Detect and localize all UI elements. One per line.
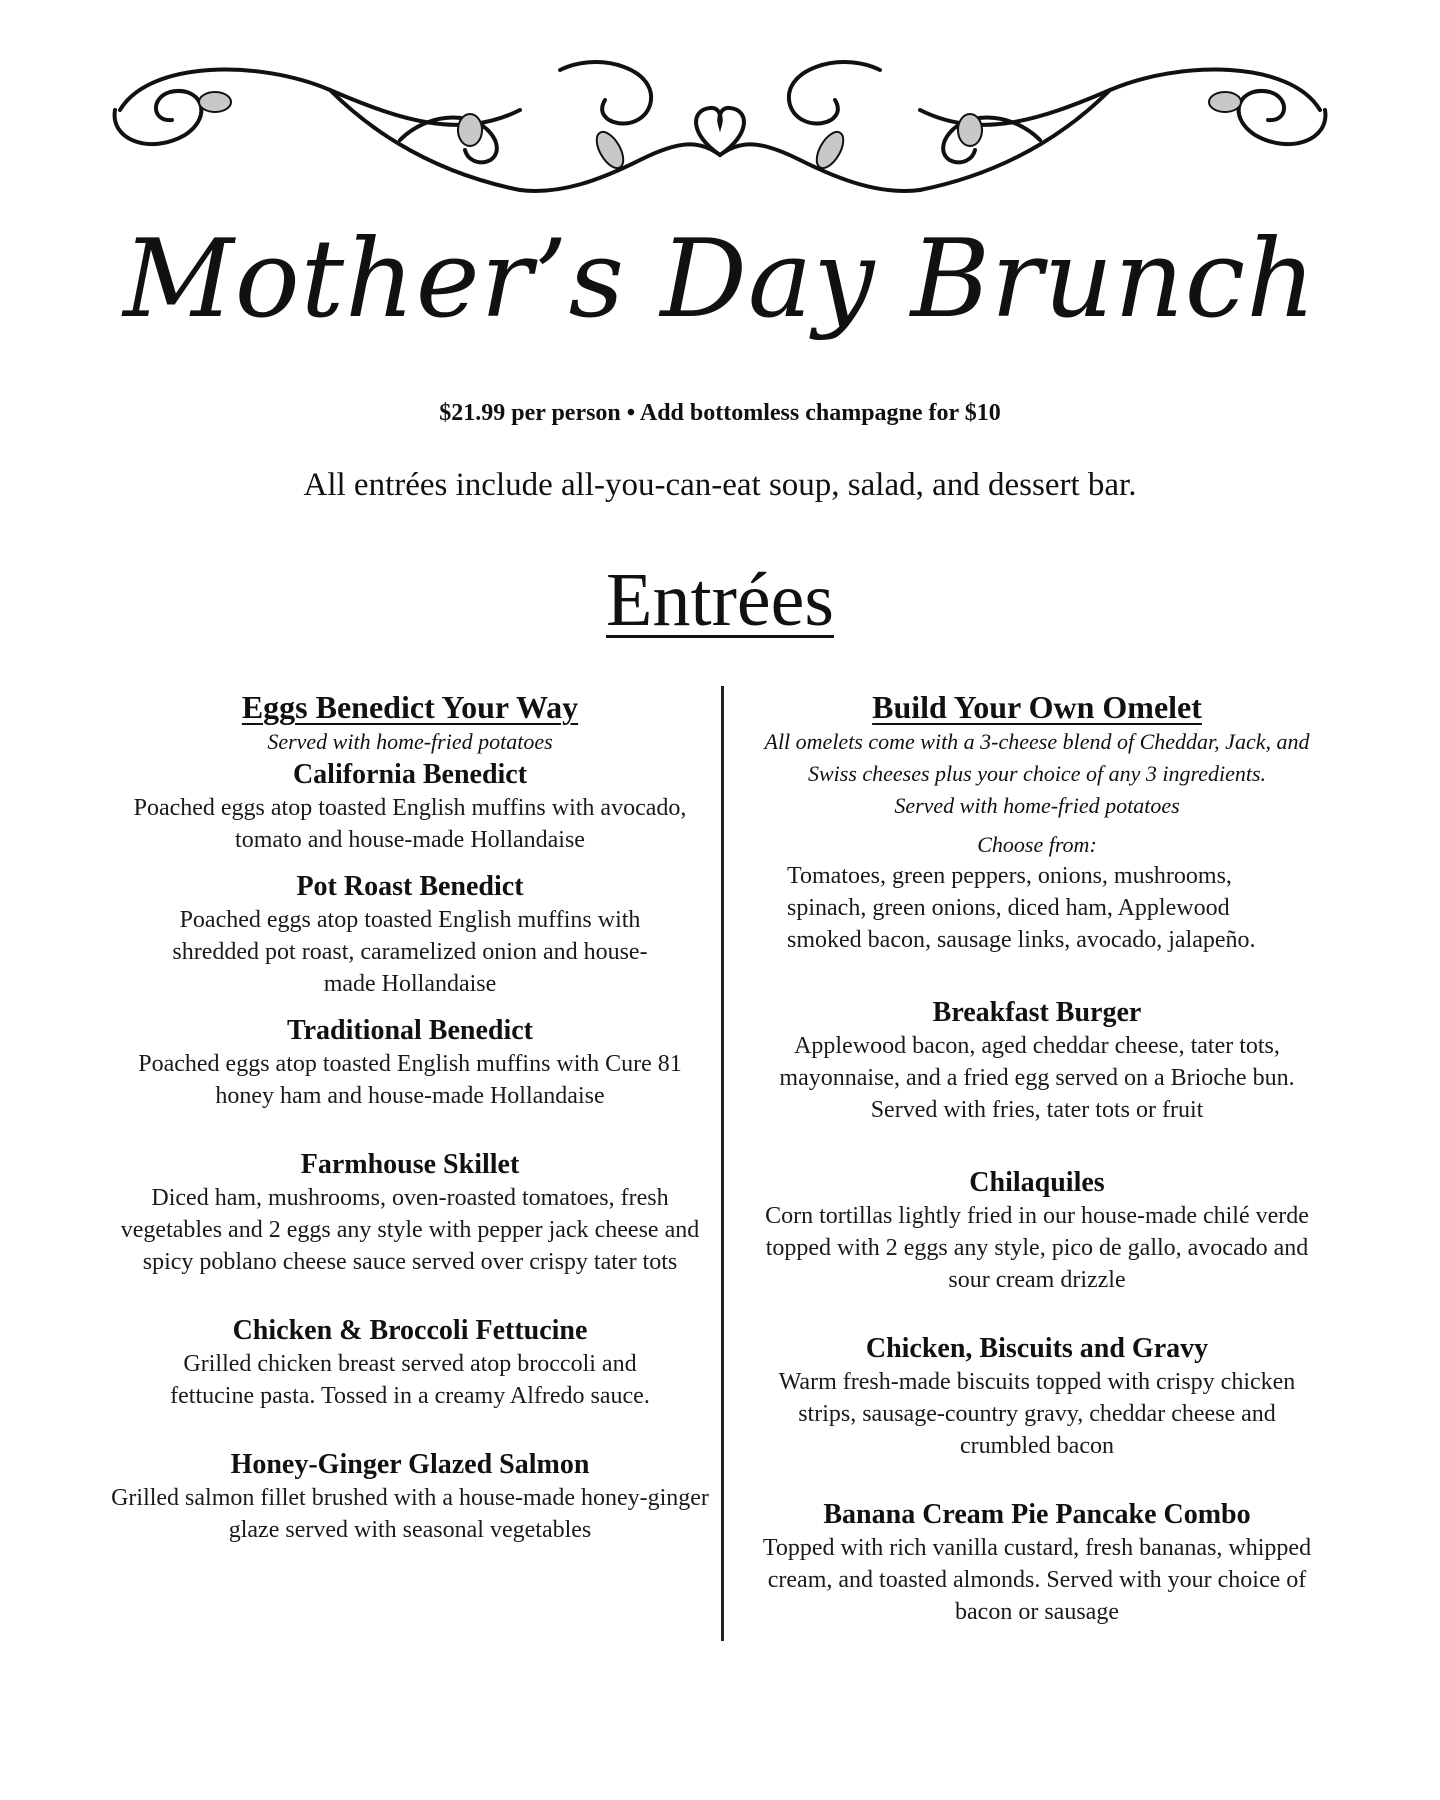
menu-item-desc: Diced ham, mushrooms, oven-roasted tomatoes, fresh vegetables and 2 eggs any style with pepper jack cheese and spicy poblano cheese sauce served over crispy tater tots [120,1185,700,1275]
right-column [737,688,1337,1628]
menu-item-desc: Grilled chicken breast served atop broccoli and fettucine pasta. Tossed in a creamy Alfredo sauce. [170,1351,650,1409]
menu-item-name: Chicken & Broccoli Fettucine [232,1315,588,1346]
menu-item [110,1014,710,1112]
omelet-note-potatoes: Served with home-fried potatoes [894,793,1180,818]
menu-item [737,1166,1337,1296]
menu-item-desc: Grilled salmon fillet brushed with a house-made honey-ginger glaze served with seasonal vegetables [111,1485,709,1543]
menu-item [110,1148,710,1278]
menu-item [737,1498,1337,1628]
menu-item [110,1448,710,1546]
menu-item-desc: Corn tortillas lightly fried in our house-made chilé verde topped with 2 eggs any style, pico de gallo, avocado and sour cream drizzle [765,1203,1309,1293]
entrees-heading-text: Entrées [606,558,834,642]
menu-item-name: Traditional Benedict [286,1015,534,1046]
choose-from-label: Choose from: [977,832,1097,857]
menu-item-name: Banana Cream Pie Pancake Combo [823,1499,1251,1530]
price-line: $21.99 per person • Add bottomless champagne for $10 [439,400,1001,426]
flourish-ornament [0,30,1440,210]
menu-item-desc: Poached eggs atop toasted English muffins with shredded pot roast, caramelized onion and house-made Hollandaise [172,907,648,997]
menu-item-name: California Benedict [292,759,528,790]
menu-item [737,1332,1337,1462]
menu-item-desc: Poached eggs atop toasted English muffins with Cure 81 honey ham and house-made Hollandaise [138,1051,682,1109]
menu-item [110,1314,710,1412]
entrees-heading [0,555,1440,645]
benedict-note: Served with home-fried potatoes [267,729,553,754]
menu-item [110,758,710,856]
menu-item-name: Chicken, Biscuits and Gravy [865,1333,1209,1364]
includes-line: All entrées include all-you-can-eat soup, salad, and dessert bar. [303,467,1137,503]
menu-item-name: Honey-Ginger Glazed Salmon [230,1449,590,1480]
menu-item [110,870,710,1000]
omelet-section-title: Build Your Own Omelet [872,689,1202,725]
menu-item-desc: Poached eggs atop toasted English muffins with avocado, tomato and house-made Hollandaise [133,795,687,853]
menu-item-name: Chilaquiles [969,1167,1105,1198]
menu-item-name: Breakfast Burger [932,997,1142,1028]
menu-item-name: Farmhouse Skillet [300,1149,520,1180]
page-title: Mother’s Day Brunch [123,217,1317,342]
column-divider [721,686,724,1641]
omelet-note: All omelets come with a 3-cheese blend of Cheddar, Jack, and Swiss cheeses plus your choice of any 3 ingredients. [764,729,1310,786]
menu-item-desc: Warm fresh-made biscuits topped with crispy chicken strips, sausage-country gravy, cheddar cheese and crumbled bacon [778,1369,1296,1459]
benedict-section-title: Eggs Benedict Your Way [241,689,579,725]
left-column [110,688,710,1546]
ingredient-list: Tomatoes, green peppers, onions, mushrooms, spinach, green onions, diced ham, Applewood smoked bacon, sausage links, avocado, jalapeño. [787,863,1256,953]
menu-item-desc: Applewood bacon, aged cheddar cheese, tater tots, mayonnaise, and a fried egg served on a Brioche bun. Served with fries, tater tots or fruit [779,1033,1295,1123]
menu-item [737,996,1337,1126]
menu-item-name: Pot Roast Benedict [296,871,524,902]
menu-item-desc: Topped with rich vanilla custard, fresh bananas, whipped cream, and toasted almonds. Served with your choice of bacon or sausage [762,1535,1312,1625]
